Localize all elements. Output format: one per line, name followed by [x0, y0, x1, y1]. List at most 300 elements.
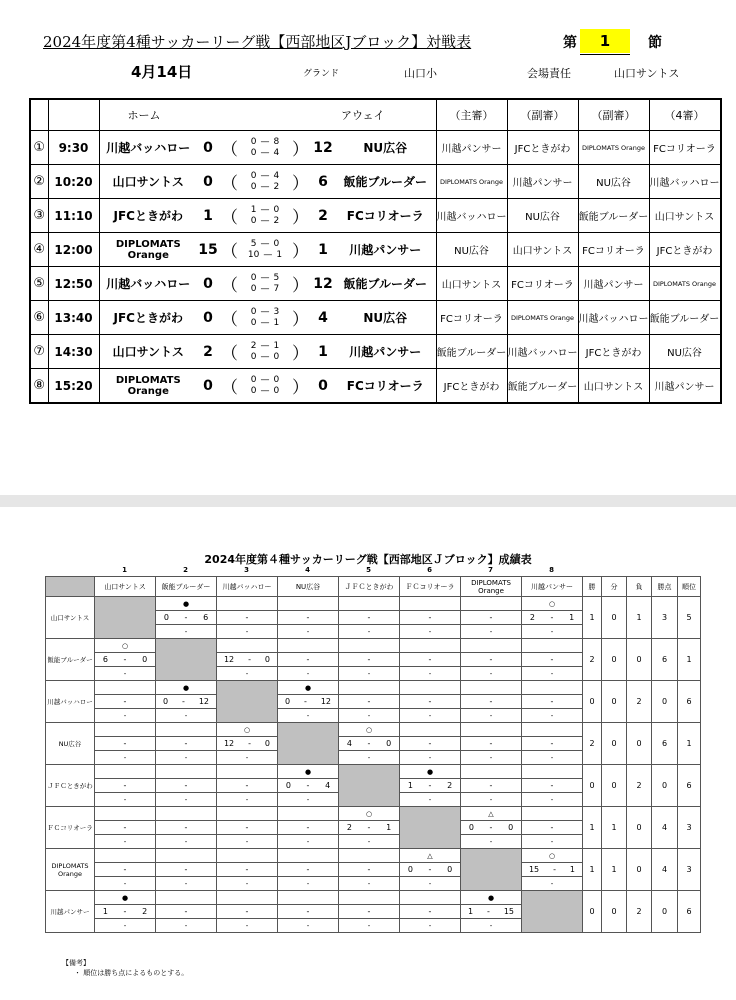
right-paren: ）: [292, 344, 309, 364]
result-cell: [339, 849, 400, 863]
result-cell: [522, 723, 583, 737]
result-cell: [217, 765, 278, 779]
away-team: FCコリオーラ: [335, 369, 436, 404]
fourth-official: 川越パンサー: [649, 369, 721, 404]
result-score: [278, 865, 338, 874]
score-sep: -: [306, 613, 310, 622]
second-leg-empty: -: [367, 753, 371, 762]
result-score: [217, 739, 277, 748]
result-cell: [339, 919, 400, 933]
header-assist1: （副審）: [507, 99, 578, 131]
result-cell: [217, 849, 278, 863]
second-leg-empty: -: [123, 669, 127, 678]
home-team-line2: Orange: [127, 249, 169, 261]
second-leg-empty: -: [184, 837, 188, 846]
first-half-away: 0: [273, 374, 280, 385]
result-cell: [278, 793, 339, 807]
result-score: [522, 865, 582, 874]
away-team: 川越パンサー: [335, 335, 436, 369]
right-paren: ）: [292, 276, 309, 296]
stat-wins: 1: [583, 807, 602, 849]
result-score: [95, 655, 155, 664]
result-cell: [95, 919, 156, 933]
result-cell: [461, 821, 522, 835]
home-score: 0: [197, 165, 219, 199]
result-cell: [95, 667, 156, 681]
second-half-away: 0: [273, 385, 280, 396]
second-leg-empty: -: [489, 711, 493, 720]
result-score: [461, 781, 521, 790]
result-score: [339, 697, 399, 706]
result-cell: [156, 751, 217, 765]
score-against: 15: [503, 907, 515, 916]
result-cell: [217, 779, 278, 793]
second-leg-empty: -: [245, 627, 249, 636]
left-paren: （: [221, 276, 238, 296]
stat-header: 順位: [678, 577, 701, 597]
chief-referee: FCコリオーラ: [436, 301, 507, 335]
result-cell: [461, 779, 522, 793]
score-for: 2: [529, 613, 535, 622]
result-cell: [217, 863, 278, 877]
stat-losses: 0: [627, 807, 652, 849]
second-leg-empty: -: [489, 627, 493, 636]
result-cell: [278, 807, 339, 821]
self-match-cell: [95, 597, 156, 639]
result-score: [461, 907, 521, 916]
result-cell: [522, 709, 583, 723]
away-score: 0: [311, 369, 335, 404]
left-paren: （: [221, 174, 238, 194]
result-cell: [339, 597, 400, 611]
stat-points: 0: [652, 681, 678, 723]
result-cell: [278, 611, 339, 625]
away-score: 2: [311, 199, 335, 233]
away-score: 12: [311, 131, 335, 165]
result-score: [217, 655, 277, 664]
result-cell: [339, 695, 400, 709]
result-cell: [339, 751, 400, 765]
score-dash: —: [260, 170, 270, 181]
score-sep: -: [248, 739, 251, 748]
match-row: [30, 267, 721, 301]
stat-rank: 3: [678, 849, 701, 891]
second-half-away: 2: [273, 181, 280, 192]
score-for: 1: [407, 781, 413, 790]
result-cell: [400, 919, 461, 933]
result-cell: [95, 709, 156, 723]
second-leg-empty: -: [123, 753, 127, 762]
score-against: 6: [203, 613, 209, 622]
header-blank: [197, 99, 219, 131]
score-for: 6: [102, 655, 108, 664]
result-cell: [400, 891, 461, 905]
score-sep: -: [306, 865, 310, 874]
result-symbol: △: [461, 807, 522, 821]
result-cell: [217, 835, 278, 849]
ground-value: 山口小: [404, 67, 437, 80]
score-against: 1: [386, 823, 392, 832]
result-cell: [400, 695, 461, 709]
score-sep: -: [489, 823, 493, 832]
result-score: [95, 697, 155, 706]
home-team-line2: Orange: [127, 385, 169, 397]
row-team-name: 川越バッハロー: [46, 681, 95, 723]
stat-rank: 6: [678, 891, 701, 933]
second-half-away: 0: [273, 351, 280, 362]
result-symbol: ●: [95, 891, 156, 905]
score-for: 12: [223, 655, 235, 664]
result-score: [461, 739, 521, 748]
standings-title: 2024年度第４種サッカーリーグ戦【西部地区Ｊブロック】成績表: [204, 553, 532, 566]
score-dash: —: [263, 249, 273, 260]
score-sep: -: [428, 697, 432, 706]
half-scores: [219, 131, 311, 165]
team-column-header: ＦＣコリオーラ: [400, 577, 461, 597]
result-cell: [339, 611, 400, 625]
score-dash: —: [260, 385, 270, 396]
header-no: [30, 99, 48, 131]
result-cell: [95, 807, 156, 821]
stat-header: 分: [602, 577, 627, 597]
away-score: 4: [311, 301, 335, 335]
result-cell: [400, 751, 461, 765]
result-cell: [400, 681, 461, 695]
score-sep: -: [553, 865, 556, 874]
result-cell: [95, 653, 156, 667]
first-half-away: 3: [273, 306, 280, 317]
stat-losses: 0: [627, 849, 652, 891]
stat-header: 負: [627, 577, 652, 597]
result-cell: [156, 695, 217, 709]
result-cell: [522, 681, 583, 695]
second-half-home: 0: [250, 147, 257, 158]
stat-draws: 1: [602, 807, 627, 849]
score-against: 0: [386, 739, 392, 748]
result-cell: [217, 597, 278, 611]
result-cell: [95, 793, 156, 807]
result-cell: [400, 905, 461, 919]
assistant-referee-2: 川越パンサー: [578, 267, 649, 301]
result-cell: [217, 737, 278, 751]
result-symbol: ○: [339, 723, 400, 737]
result-score: [400, 655, 460, 664]
kickoff-time: 9:30: [48, 131, 99, 165]
match-number: ①: [30, 131, 48, 165]
result-score: [339, 823, 399, 832]
score-against: 0: [142, 655, 148, 664]
result-cell: [156, 779, 217, 793]
team-column-header: 飯能ブルーダー: [156, 577, 217, 597]
result-cell: [156, 821, 217, 835]
result-cell: [522, 821, 583, 835]
chief-referee: 川越バッハロー: [436, 199, 507, 233]
second-half-home: 0: [250, 283, 257, 294]
result-score: [339, 739, 399, 748]
away-team: 飯能ブルーダー: [335, 165, 436, 199]
second-leg-empty: -: [306, 669, 310, 678]
score-sep: -: [550, 613, 554, 622]
score-for: 4: [346, 739, 352, 748]
result-cell: [278, 849, 339, 863]
match-row: [30, 301, 721, 335]
second-leg-empty: -: [489, 669, 493, 678]
result-cell: [522, 653, 583, 667]
home-score: 0: [197, 131, 219, 165]
score-sep: -: [245, 781, 249, 790]
result-symbol: ○: [522, 849, 583, 863]
stat-points: 4: [652, 807, 678, 849]
kickoff-time: 15:20: [48, 369, 99, 404]
assistant-referee-2: FCコリオーラ: [578, 233, 649, 267]
self-match-cell: [400, 807, 461, 849]
schedule-table: [29, 98, 722, 404]
left-paren: （: [221, 208, 238, 228]
result-cell: [339, 639, 400, 653]
result-cell: [461, 625, 522, 639]
result-score: [339, 907, 399, 916]
second-leg-empty: -: [245, 795, 249, 804]
result-score: [400, 697, 460, 706]
match-number: ④: [30, 233, 48, 267]
team-row: [46, 681, 701, 695]
score-sep: -: [306, 655, 310, 664]
right-paren: ）: [292, 242, 309, 262]
stat-wins: 1: [583, 597, 602, 639]
result-score: [278, 613, 338, 622]
result-cell: [217, 751, 278, 765]
score-sep: -: [550, 739, 554, 748]
stat-points: 0: [652, 891, 678, 933]
assistant-referee-1: FCコリオーラ: [507, 267, 578, 301]
result-cell: [95, 765, 156, 779]
team-row: [46, 765, 701, 779]
result-score: [522, 655, 582, 664]
match-number: ③: [30, 199, 48, 233]
stat-rank: 1: [678, 723, 701, 765]
assistant-referee-1: NU広谷: [507, 199, 578, 233]
score-sep: -: [367, 697, 371, 706]
second-half-home: 0: [250, 181, 257, 192]
right-paren: ）: [292, 378, 309, 398]
result-cell: [461, 737, 522, 751]
assistant-referee-1: 山口サントス: [507, 233, 578, 267]
home-team: [99, 369, 197, 404]
score-dash: —: [260, 351, 270, 362]
assistant-referee-1: 川越バッハロー: [507, 335, 578, 369]
stat-rank: 6: [678, 681, 701, 723]
result-cell: [278, 863, 339, 877]
score-sep: -: [184, 613, 188, 622]
score-against: 2: [447, 781, 453, 790]
result-cell: [95, 905, 156, 919]
second-leg-empty: -: [123, 921, 127, 930]
left-paren: （: [221, 344, 238, 364]
score-sep: -: [123, 823, 127, 832]
result-cell: [461, 611, 522, 625]
result-cell: [400, 723, 461, 737]
chief-referee: 川越パンサー: [436, 131, 507, 165]
self-match-cell: [522, 891, 583, 933]
second-half-away: 2: [273, 215, 280, 226]
score-sep: -: [248, 655, 251, 664]
kickoff-time: 11:10: [48, 199, 99, 233]
result-cell: [217, 891, 278, 905]
result-cell: [522, 765, 583, 779]
stat-rank: 1: [678, 639, 701, 681]
column-number: 4: [305, 566, 310, 574]
result-cell: [217, 667, 278, 681]
score-for: 15: [528, 865, 540, 874]
first-half-home: 2: [250, 340, 257, 351]
fourth-official: NU広谷: [649, 335, 721, 369]
score-sep: -: [123, 865, 127, 874]
away-team: FCコリオーラ: [335, 199, 436, 233]
second-leg-empty: -: [489, 837, 493, 846]
score-sep: -: [123, 781, 127, 790]
second-leg-empty: -: [550, 837, 554, 846]
left-paren: （: [221, 310, 238, 330]
header-chief-ref: （主審）: [436, 99, 507, 131]
home-team-line1: DIPLOMATS: [115, 374, 181, 386]
result-score: [400, 739, 460, 748]
result-cell: [461, 765, 522, 779]
score-sep: -: [428, 865, 432, 874]
second-leg-empty: -: [367, 921, 371, 930]
match-number: ②: [30, 165, 48, 199]
second-half-home: 0: [250, 385, 257, 396]
home-score: 0: [197, 267, 219, 301]
second-leg-empty: -: [428, 669, 432, 678]
match-row: [30, 233, 721, 267]
result-score: [522, 823, 582, 832]
score-dash: —: [260, 181, 270, 192]
standings-table: [45, 576, 701, 933]
match-row: [30, 199, 721, 233]
result-cell: [217, 807, 278, 821]
result-score: [156, 739, 216, 748]
result-cell: [95, 877, 156, 891]
result-symbol: ●: [278, 765, 339, 779]
result-score: [522, 613, 582, 622]
chief-referee: NU広谷: [436, 233, 507, 267]
home-team: [99, 233, 197, 267]
score-for: 0: [284, 697, 291, 706]
section-prefix: 第: [563, 35, 577, 51]
result-cell: [217, 919, 278, 933]
stat-draws: 1: [602, 849, 627, 891]
score-against: 1: [569, 865, 576, 874]
result-symbol: ○: [522, 597, 583, 611]
second-leg-empty: -: [306, 627, 310, 636]
result-cell: [339, 905, 400, 919]
home-team: JFCときがわ: [99, 301, 197, 335]
row-team-name: 飯能ブルーダー: [46, 639, 95, 681]
second-half-home: 0: [250, 317, 257, 328]
score-sep: -: [304, 697, 307, 706]
first-half-home: 1: [250, 204, 257, 215]
result-cell: [156, 709, 217, 723]
right-paren: ）: [292, 310, 309, 330]
right-paren: ）: [292, 174, 309, 194]
section-suffix: 節: [648, 35, 662, 51]
score-sep: -: [306, 823, 310, 832]
score-sep: -: [550, 823, 554, 832]
header-home: ホーム: [99, 99, 197, 131]
header-blank: [219, 99, 311, 131]
second-leg-empty: -: [550, 879, 554, 888]
result-cell: [522, 779, 583, 793]
result-cell: [156, 877, 217, 891]
second-leg-empty: -: [428, 711, 432, 720]
second-leg-empty: -: [489, 753, 493, 762]
result-cell: [156, 723, 217, 737]
page-gap: [0, 495, 736, 507]
second-leg-empty: -: [306, 921, 310, 930]
score-against: 0: [264, 739, 271, 748]
result-symbol: ●: [156, 681, 217, 695]
stat-losses: 2: [627, 765, 652, 807]
score-sep: -: [489, 697, 493, 706]
result-symbol: ○: [217, 723, 278, 737]
match-number: ⑧: [30, 369, 48, 404]
result-symbol: ●: [278, 681, 339, 695]
score-sep: -: [428, 781, 432, 790]
home-team: 山口サントス: [99, 165, 197, 199]
second-leg-empty: -: [306, 711, 310, 720]
result-score: [156, 907, 216, 916]
team-row: [46, 597, 701, 611]
kickoff-time: 10:20: [48, 165, 99, 199]
second-leg-empty: -: [428, 879, 432, 888]
match-date: 4月14日: [131, 63, 193, 81]
result-cell: [400, 639, 461, 653]
result-cell: [95, 751, 156, 765]
result-cell: [461, 681, 522, 695]
result-cell: [461, 597, 522, 611]
second-leg-empty: -: [550, 753, 554, 762]
assistant-referee-1: 飯能ブルーダー: [507, 369, 578, 404]
score-dash: —: [260, 306, 270, 317]
assistant-referee-1: JFCときがわ: [507, 131, 578, 165]
result-cell: [339, 709, 400, 723]
header-time: [48, 99, 99, 131]
away-score: 12: [311, 267, 335, 301]
match-number: ⑤: [30, 267, 48, 301]
stat-header: 勝: [583, 577, 602, 597]
score-for: 0: [407, 865, 413, 874]
score-dash: —: [260, 317, 270, 328]
second-leg-empty: -: [245, 753, 249, 762]
second-leg-empty: -: [123, 879, 127, 888]
score-sep: -: [550, 697, 554, 706]
result-cell: [339, 681, 400, 695]
first-half-home: 5: [250, 238, 257, 249]
fourth-official: 飯能ブルーダー: [649, 301, 721, 335]
fourth-official: 川越バッハロー: [649, 165, 721, 199]
score-sep: -: [123, 907, 127, 916]
result-cell: [339, 653, 400, 667]
result-score: [95, 907, 155, 916]
second-leg-empty: -: [184, 711, 188, 720]
right-paren: ）: [292, 140, 309, 160]
second-leg-empty: -: [245, 921, 249, 930]
second-leg-empty: -: [367, 879, 371, 888]
result-cell: [217, 877, 278, 891]
score-sep: -: [367, 865, 371, 874]
score-sep: -: [428, 655, 432, 664]
result-cell: [522, 751, 583, 765]
